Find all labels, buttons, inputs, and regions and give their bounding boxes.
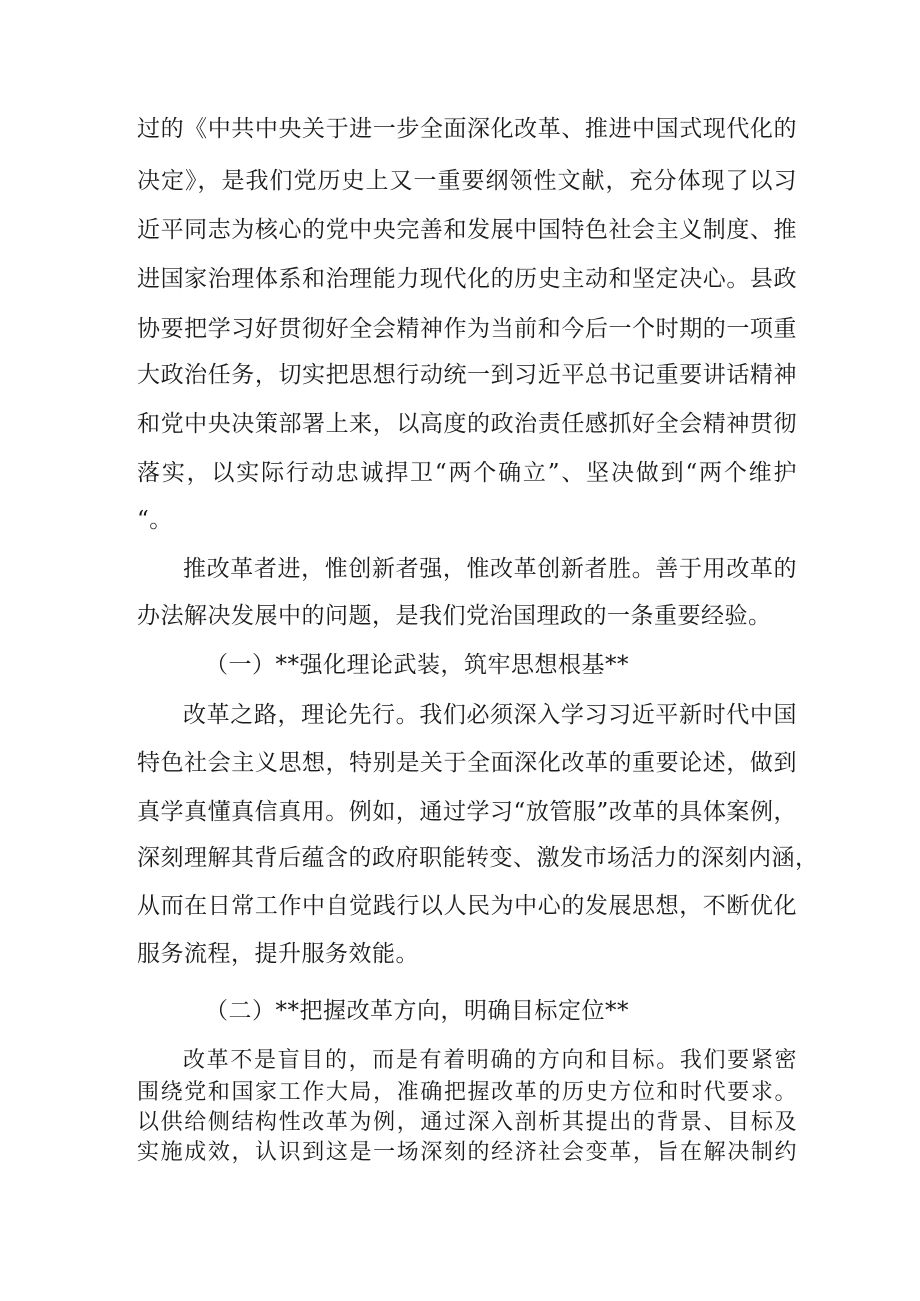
paragraph-line: 以供给侧结构性改革为例，通过深入剖析其提出的背景、目标及 xyxy=(137,1110,797,1135)
section-heading-2: （二）**把握改革方向，明确目标定位** xyxy=(205,998,629,1024)
paragraph-line: “。 xyxy=(137,507,173,533)
paragraph-line: 过的《中共中央关于进一步全面深化改革、推进中国式现代化的 xyxy=(137,116,797,142)
paragraph-line: 服务流程，提升服务效能。 xyxy=(137,941,419,967)
paragraph-line: 围绕党和国家工作大局，准确把握改革的历史方位和时代要求。 xyxy=(137,1080,797,1105)
paragraph-line: 真学真懂真信真用。例如，通过学习“放管服”改革的具体案例， xyxy=(137,799,797,825)
paragraph-line: 从而在日常工作中自觉践行以人民为中心的发展思想，不断优化 xyxy=(137,893,797,919)
paragraph-line: 改革之路，理论先行。我们必须深入学习习近平新时代中国 xyxy=(183,702,797,728)
paragraph-line: 大政治任务，切实把思想行动统一到习近平总书记重要讲话精神 xyxy=(137,362,797,388)
paragraph-line: 和党中央决策部署上来，以高度的政治责任感抓好全会精神贯彻 xyxy=(137,411,797,437)
paragraph-line: 改革不是盲目的，而是有着明确的方向和目标。我们要紧密 xyxy=(183,1048,797,1073)
paragraph-line: 办法解决发展中的问题，是我们党治国理政的一条重要经验。 xyxy=(137,603,772,629)
paragraph-line: 协要把学习好贯彻好全会精神作为当前和今后一个时期的一项重 xyxy=(137,316,797,342)
paragraph-line: 推改革者进，惟创新者强，惟改革创新者胜。善于用改革的 xyxy=(183,556,797,582)
paragraph-line: 进国家治理体系和治理能力现代化的历史主动和坚定决心。县政 xyxy=(137,266,797,292)
paragraph-line: 决定》，是我们党历史上又一重要纲领性文献，充分体现了以习 xyxy=(137,168,797,194)
paragraph-line: 落实，以实际行动忠诚捍卫“两个确立”、坚决做到“两个维护 xyxy=(137,460,797,486)
paragraph-line: 近平同志为核心的党中央完善和发展中国特色社会主义制度、推 xyxy=(137,217,797,243)
paragraph-line: 实施成效，认识到这是一场深刻的经济社会变革，旨在解决制约 xyxy=(137,1140,797,1165)
paragraph-line: 特色社会主义思想，特别是关于全面深化改革的重要论述，做到 xyxy=(137,750,797,776)
paragraph-line: 深刻理解其背后蕴含的政府职能转变、激发市场活力的深刻内涵， xyxy=(137,845,819,871)
section-heading-1: （一）**强化理论武装，筑牢思想根基** xyxy=(205,652,629,678)
